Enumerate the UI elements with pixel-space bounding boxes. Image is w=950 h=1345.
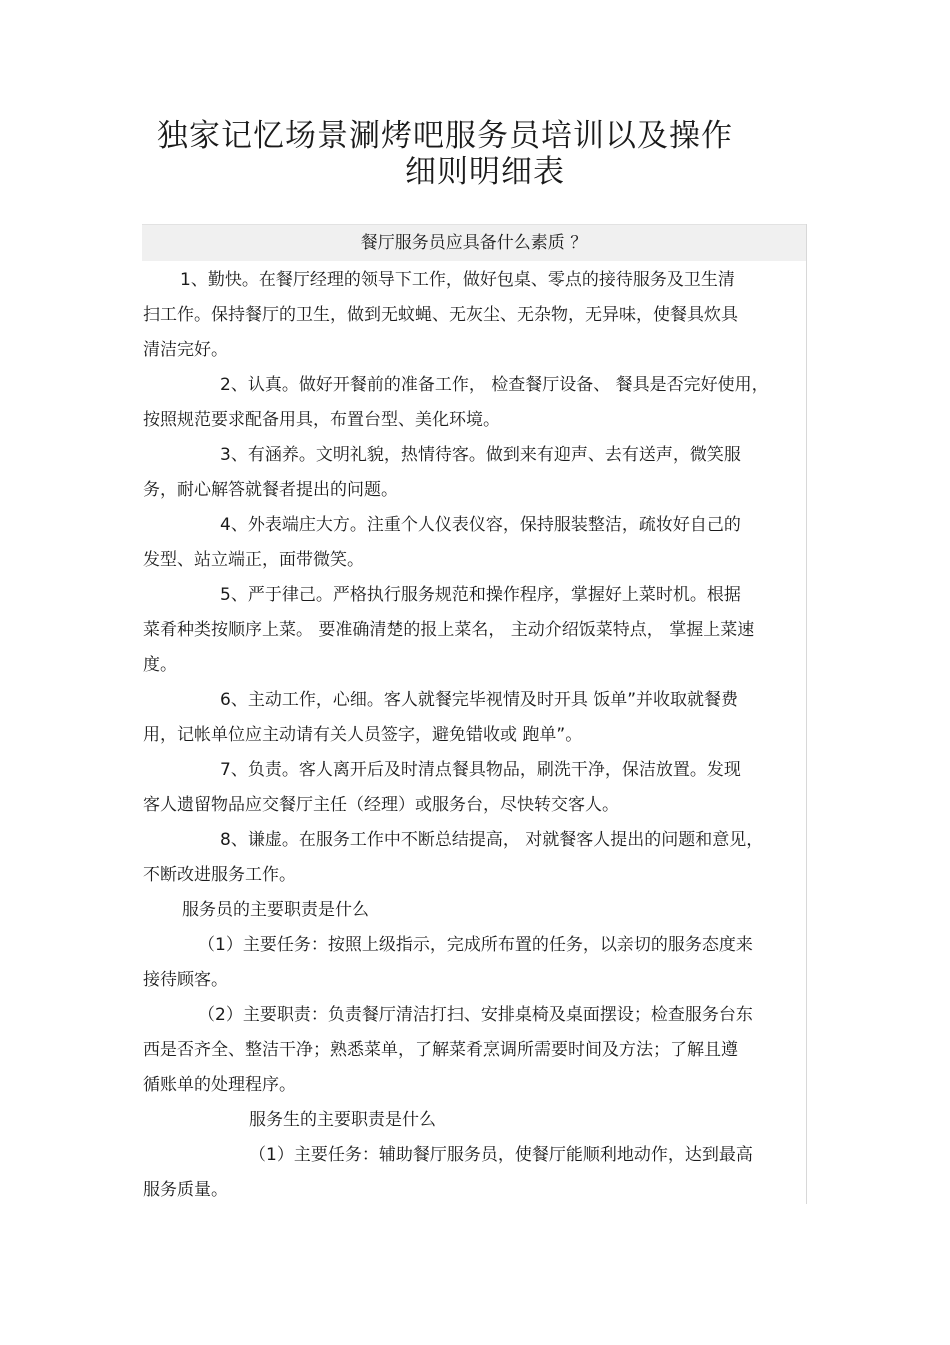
paragraph-line: 3、有涵养。文明礼貌，热情待客。做到来有迎声、去有送声，微笑服 (220, 445, 741, 465)
paragraph-line: 客人遗留物品应交餐厅主任（经理）或服务台，尽快转交客人。 (143, 795, 619, 815)
paragraph-line: 5、严于律己。严格执行服务规范和操作程序，掌握好上菜时机。根据 (220, 585, 741, 605)
paragraph-line: （1）主要任务：按照上级指示，完成所布置的任务，以亲切的服务态度来 (198, 935, 753, 955)
document-title-line-1: 独家记忆场景涮烤吧服务员培训以及操作 (157, 118, 733, 154)
paragraph-line: 务，耐心解答就餐者提出的问题。 (143, 480, 398, 500)
paragraph-line: （2）主要职责：负责餐厅清洁打扫、安排桌椅及桌面摆设；检查服务台东 (198, 1005, 753, 1025)
paragraph-line: 2、认真。做好开餐前的准备工作， 检查餐厅设备、 餐具是否完好使用， (220, 375, 769, 395)
paragraph-line: 6、主动工作，心细。客人就餐完毕视情及时开具 饭单”并收取就餐费 (220, 690, 739, 710)
subsection-heading: 服务员的主要职责是什么 (182, 900, 369, 920)
paragraph-line: 度。 (143, 655, 177, 675)
paragraph-line: 用，记帐单位应主动请有关人员签字，避免错收或 跑单”。 (143, 725, 583, 745)
document-title-line-2: 细则明细表 (405, 154, 565, 190)
paragraph-line: 7、负责。客人离开后及时清点餐具物品，刷洗干净，保洁放置。发现 (220, 760, 741, 780)
paragraph-line: 服务质量。 (143, 1180, 228, 1200)
paragraph-line: 扫工作。保持餐厅的卫生，做到无蚊蝇、无灰尘、无杂物，无异味，使餐具炊具 (143, 305, 738, 325)
paragraph-line: 按照规范要求配备用具，布置台型、美化环境。 (143, 410, 500, 430)
section-header: 餐厅服务员应具备什么素质 ？ (142, 224, 806, 261)
paragraph-line: 清洁完好。 (143, 340, 228, 360)
paragraph-line: （1）主要任务：辅助餐厅服务员，使餐厅能顺利地动作，达到最高 (249, 1145, 753, 1165)
subsection-heading: 服务生的主要职责是什么 (249, 1110, 436, 1130)
paragraph-line: 4、外表端庄大方。注重个人仪表仪容，保持服装整洁，疏妆好自己的 (220, 515, 741, 535)
content-box (142, 224, 807, 1204)
paragraph-line: 西是否齐全、整洁干净；熟悉菜单，了解菜肴烹调所需要时间及方法；了解且遵 (143, 1040, 738, 1060)
paragraph-line: 发型、站立端正，面带微笑。 (143, 550, 364, 570)
paragraph-line: 循账单的处理程序。 (143, 1075, 296, 1095)
paragraph-line: 菜肴种类按顺序上菜。 要准确清楚的报上菜名， 主动介绍饭菜特点， 掌握上菜速 (143, 620, 755, 640)
paragraph-line: 1、勤快。在餐厅经理的领导下工作，做好包桌、零点的接待服务及卫生清 (180, 270, 735, 290)
paragraph-line: 不断改进服务工作。 (143, 865, 296, 885)
paragraph-line: 8、谦虚。在服务工作中不断总结提高， 对就餐客人提出的问题和意见， (220, 830, 764, 850)
paragraph-line: 接待顾客。 (143, 970, 228, 990)
